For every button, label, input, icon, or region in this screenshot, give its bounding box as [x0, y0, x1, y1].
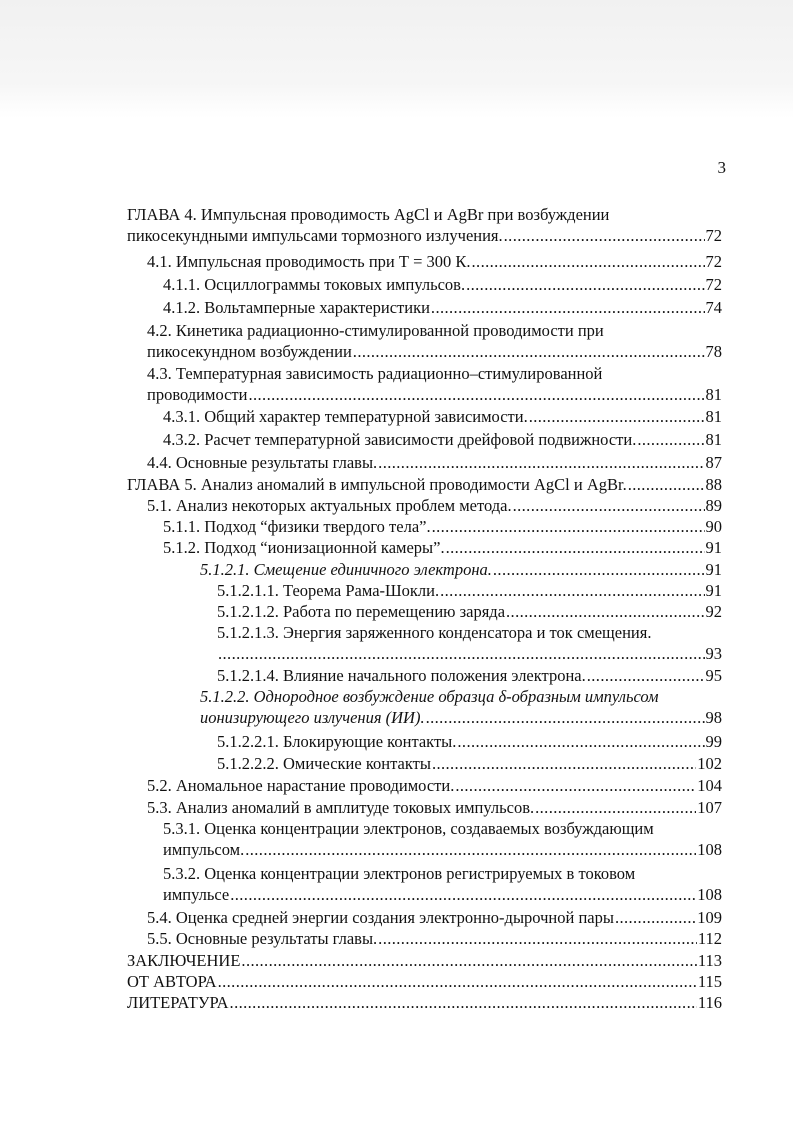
toc-entry	[217, 753, 722, 774]
toc-page-number: 99	[705, 732, 722, 751]
dot-leader	[218, 971, 697, 992]
toc-entry	[127, 992, 722, 1013]
toc-page-number: 108	[697, 885, 722, 904]
toc-page-number: 95	[705, 666, 722, 685]
toc-entry	[127, 971, 722, 992]
dot-leader	[245, 839, 696, 860]
toc-page-number: 115	[697, 972, 722, 991]
toc-entry-row	[163, 839, 722, 860]
toc-entry	[217, 622, 722, 664]
toc-page-number: 72	[705, 226, 722, 245]
dot-leader	[432, 516, 705, 537]
toc-entry-row	[127, 225, 722, 246]
toc-entry-row	[217, 731, 722, 752]
toc-page-number: 87	[705, 453, 722, 472]
toc-entry-row	[163, 274, 722, 295]
toc-entry-title: ОТ АВТОРА	[127, 972, 217, 991]
toc-page-number: 91	[705, 538, 722, 557]
toc-entry-title: 5.2. Аномальное нарастание проводимости.	[147, 776, 455, 795]
toc-entry-row	[147, 907, 722, 928]
toc-entry-title: ЛИТЕРАТУРА	[127, 993, 229, 1012]
toc-page-number: 88	[705, 475, 722, 494]
toc-entry-title: 5.1.2.1.1. Теорема Рама-Шокли.	[217, 581, 440, 600]
dot-leader	[378, 452, 704, 473]
toc-entry-row	[147, 797, 722, 818]
toc-entry	[163, 818, 722, 860]
toc-page-number: 102	[697, 754, 722, 773]
toc-entry-title: 5.1.2.2.1. Блокирующие контакты.	[217, 732, 457, 751]
dot-leader	[431, 297, 705, 318]
dot-leader	[426, 707, 705, 728]
toc-entry	[163, 406, 722, 427]
toc-entry-row	[163, 297, 722, 318]
toc-entry-title: 5.3. Анализ аномалий в амплитуде токовых импульсов.	[147, 798, 535, 817]
toc-page-number: 72	[705, 252, 722, 271]
toc-entry-title: 5.1. Анализ некоторых актуальных проблем метода.	[147, 496, 512, 515]
toc-entry-title: 4.3.2. Расчет температурной зависимости дрейфовой подвижности.	[163, 430, 637, 449]
dot-leader	[440, 580, 704, 601]
toc-entry-title: импульсе	[163, 885, 230, 904]
toc-entry-title: 5.1.2.2.2. Омические контакты	[217, 754, 431, 773]
toc-page-number: 78	[705, 342, 722, 361]
dot-leader	[472, 251, 705, 272]
toc-entry-row	[127, 950, 722, 971]
toc-entry-row	[147, 384, 722, 405]
toc-page-number: 89	[705, 496, 722, 515]
toc-entry-row	[147, 251, 722, 272]
toc-page-number: 109	[697, 908, 722, 927]
dot-leader	[218, 643, 705, 664]
dot-leader	[513, 495, 705, 516]
toc-entry	[200, 686, 722, 728]
toc-entry-title: 5.1.2.1. Смещение единичного электрона.	[200, 560, 492, 579]
toc-entry	[127, 950, 722, 971]
toc-entry-title: 5.1.2.1.4. Влияние начального положения электрона.	[217, 666, 586, 685]
toc-entry-title: 5.1.2. Подход “ионизационной камеры”.	[163, 538, 445, 557]
toc-page-number: 116	[697, 993, 722, 1012]
toc-entry-title: ЗАКЛЮЧЕНИЕ	[127, 951, 241, 970]
dot-leader	[353, 341, 705, 362]
scan-top-shading	[0, 0, 793, 118]
toc-entry-row	[217, 665, 722, 686]
toc-entry-row	[163, 516, 722, 537]
toc-entry-row	[127, 992, 722, 1013]
toc-entry	[163, 297, 722, 318]
toc-entry-title: 5.1.1. Подход “физики твердого тела”.	[163, 517, 431, 536]
toc-page-number: 112	[697, 929, 722, 948]
toc-entry-title-line: 5.3.1. Оценка концентрации электронов, создаваемых возбуждающим	[163, 819, 654, 838]
toc-entry-title: пикосекундном возбуждении	[147, 342, 352, 361]
dot-leader	[493, 559, 705, 580]
toc-page-number: 92	[705, 602, 722, 621]
toc-entry-row	[217, 643, 722, 664]
toc-entry-title: пикосекундными импульсами тормозного излучения.	[127, 226, 503, 245]
dot-leader	[615, 907, 696, 928]
dot-leader	[457, 731, 704, 752]
dot-leader	[466, 274, 704, 295]
toc-entry	[147, 775, 722, 796]
toc-entry-title: 4.1.2. Вольтамперные характеристики	[163, 298, 430, 317]
toc-entry	[147, 320, 722, 362]
dot-leader	[378, 928, 697, 949]
toc-entry-row	[127, 971, 722, 992]
toc-entry-title: импульсом.	[163, 840, 245, 859]
toc-entry	[163, 429, 722, 450]
toc-entry	[163, 537, 722, 558]
toc-entry-title: 4.1. Импульсная проводимость при Т = 300 К.	[147, 252, 471, 271]
dot-leader	[587, 665, 705, 686]
toc-entry	[147, 495, 722, 516]
toc-page-number: 91	[705, 581, 722, 600]
toc-entry-row	[163, 537, 722, 558]
dot-leader	[248, 384, 704, 405]
dot-leader	[230, 992, 697, 1013]
toc-entry-row	[217, 580, 722, 601]
toc-entry-row	[163, 406, 722, 427]
toc-page-number: 113	[697, 951, 722, 970]
toc-entry	[163, 863, 722, 905]
dot-leader	[432, 753, 696, 774]
toc-entry-title: 4.4. Основные результаты главы.	[147, 453, 378, 472]
toc-entry	[147, 251, 722, 272]
dot-leader	[504, 225, 705, 246]
toc-entry	[217, 731, 722, 752]
toc-entry-row	[200, 559, 722, 580]
dot-leader	[637, 429, 704, 450]
toc-page-number: 72	[705, 275, 722, 294]
dot-leader	[529, 406, 705, 427]
toc-entry-title: 5.4. Оценка средней энергии создания электронно-дырочной пары	[147, 908, 614, 927]
toc-entry-row	[147, 341, 722, 362]
toc-entry	[147, 797, 722, 818]
toc-entry	[147, 928, 722, 949]
toc-entry-row	[147, 495, 722, 516]
toc-entry	[127, 474, 722, 495]
toc-entry	[217, 665, 722, 686]
toc-entry-title: 4.3.1. Общий характер температурной зависимости.	[163, 407, 528, 426]
toc-entry-row	[147, 775, 722, 796]
toc-entry-title-line: 4.3. Температурная зависимость радиационно–стимулированной	[147, 364, 603, 383]
toc-entry-row	[217, 753, 722, 774]
toc-entry-title-line: 4.2. Кинетика радиационно-стимулированной проводимости при	[147, 321, 604, 340]
dot-leader	[455, 775, 696, 796]
toc-entry	[217, 601, 722, 622]
toc-entry-title: 5.1.2.1.2. Работа по перемещению заряда	[217, 602, 506, 621]
dot-leader	[446, 537, 705, 558]
toc-entry	[163, 516, 722, 537]
toc-entry-title-line: 5.1.2.1.3. Энергия заряженного конденсатора и ток смещения.	[217, 623, 652, 642]
toc-page-number: 108	[697, 840, 722, 859]
toc-entry-row	[217, 601, 722, 622]
toc-entry-title-line: 5.3.2. Оценка концентрации электронов регистрируемых в токовом	[163, 864, 636, 883]
toc-entry-title-line: ГЛАВА 4. Импульсная проводимость AgCl и AgBr при возбуждении	[127, 205, 610, 224]
toc-entry	[200, 559, 722, 580]
toc-entry	[147, 363, 722, 405]
dot-leader	[535, 797, 696, 818]
dot-leader	[230, 884, 696, 905]
toc-page-number: 81	[705, 385, 722, 404]
toc-entry	[217, 580, 722, 601]
dot-leader	[506, 601, 704, 622]
toc-entry	[163, 274, 722, 295]
dot-leader	[628, 474, 705, 495]
toc-page-number: 74	[705, 298, 722, 317]
toc-page-number: 81	[705, 407, 722, 426]
toc-entry-row	[163, 429, 722, 450]
toc-entry	[147, 452, 722, 473]
toc-entry-row	[163, 884, 722, 905]
toc-entry-row	[147, 452, 722, 473]
toc-entry-row	[127, 474, 722, 495]
toc-entry-title-line: 5.1.2.2. Однородное возбуждение образца δ-образным импульсом	[200, 687, 659, 706]
toc-page-number: 107	[697, 798, 722, 817]
toc-entry-title: ГЛАВА 5. Анализ аномалий в импульсной проводимости AgCl и AgBr.	[127, 475, 627, 494]
toc-entry-title: проводимости	[147, 385, 248, 404]
toc-entry-row	[147, 928, 722, 949]
toc-page-number: 81	[705, 430, 722, 449]
toc-entry	[127, 204, 722, 246]
toc-entry-row	[200, 707, 722, 728]
toc-page-number: 104	[697, 776, 722, 795]
dot-leader	[241, 950, 696, 971]
toc-page-number: 90	[705, 517, 722, 536]
toc-page-number: 93	[705, 644, 722, 663]
toc-entry-title: 4.1.1. Осциллограммы токовых импульсов.	[163, 275, 466, 294]
toc-entry-title: 5.5. Основные результаты главы.	[147, 929, 378, 948]
toc-page-number: 98	[705, 708, 722, 727]
toc-entry	[147, 907, 722, 928]
page-number: 3	[717, 158, 726, 177]
toc-page-number: 91	[705, 560, 722, 579]
toc-entry-title: ионизирующего излучения (ИИ).	[200, 708, 425, 727]
